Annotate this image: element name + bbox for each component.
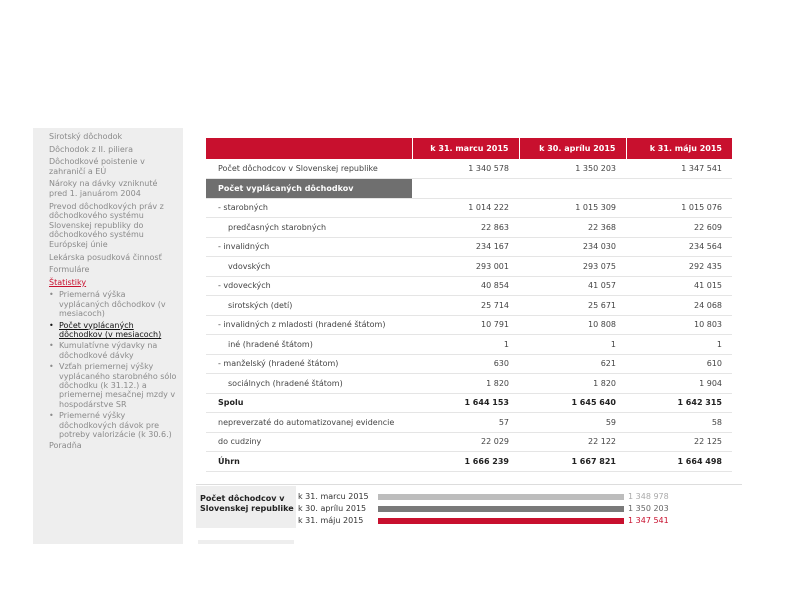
sidebar-item-prevod-prav[interactable]: Prevod dôchodkových práv z dôchodkového systému Slovenskej republiky do dôchodkového systému Európskej únie: [49, 201, 164, 249]
row-label: - invalidných z mladosti (hradené štátom): [206, 315, 412, 335]
sidebar-item-poradna[interactable]: Poradňa: [49, 441, 82, 451]
cell-value: 1 667 821: [519, 452, 626, 472]
cell-value: 1: [412, 335, 519, 355]
pensioner-count-comparison: [196, 484, 742, 530]
sidebar-subitem-priemerna-vyska[interactable]: [49, 290, 183, 318]
cell-value: 610: [626, 354, 732, 374]
cell-value: 57: [412, 413, 519, 433]
cell-value: 59: [519, 413, 626, 433]
table-row: [206, 374, 732, 394]
cell-value: 1: [626, 335, 732, 355]
cell-value: 1 015 309: [519, 198, 626, 218]
sidebar-submenu: [49, 290, 183, 439]
cell-value: 22 029: [412, 432, 519, 452]
row-label: Počet dôchodcov v Slovenskej republike: [206, 159, 412, 179]
cell-value: 1 350 203: [519, 159, 626, 179]
sidebar-item-sirotsky-dochodok[interactable]: Sirotský dôchodok: [49, 132, 123, 141]
table-section-header: [206, 179, 732, 199]
table-row: [206, 354, 732, 374]
comparison-bar-row: [296, 515, 742, 526]
comparison-title: Počet dôchodcov v Slovenskej republike: [196, 486, 296, 528]
row-label: - starobných: [206, 198, 412, 218]
row-label: vdovských: [206, 257, 412, 277]
cell-value: 621: [519, 354, 626, 374]
bar-value: 1 347 541: [628, 516, 669, 525]
cell-value: 1 015 076: [626, 198, 732, 218]
comparison-bar: [378, 518, 624, 524]
cell-value: 41 057: [519, 276, 626, 296]
column-header-maj: k 31. máju 2015: [626, 138, 732, 159]
table-row-subtotal: [206, 393, 732, 413]
table-row: [206, 335, 732, 355]
cell-value: 1 642 315: [626, 393, 732, 413]
cell-value: 234 167: [412, 237, 519, 257]
table-row-total-pensioners: [206, 159, 732, 179]
cell-value: 1: [519, 335, 626, 355]
comparison-bar-row: [296, 491, 742, 502]
cell-value: 22 609: [626, 218, 732, 238]
bullet-icon: •: [49, 320, 54, 330]
row-label: - manželský (hradené štátom): [206, 354, 412, 374]
cell-value: 292 435: [626, 257, 732, 277]
cell-value: 1 664 498: [626, 452, 732, 472]
cell-value: 1 645 640: [519, 393, 626, 413]
bar-label: k 31. máju 2015: [298, 516, 364, 525]
sidebar-item-dochodok-ii-pilier[interactable]: Dôchodok z II. piliera: [49, 144, 133, 154]
cell-value: 24 068: [626, 296, 732, 316]
cell-value: 1 820: [412, 374, 519, 394]
cell-value: 234 030: [519, 237, 626, 257]
cell-value: 1 644 153: [412, 393, 519, 413]
bullet-icon: •: [49, 411, 54, 421]
cell-value: 1 904: [626, 374, 732, 394]
table-row: [206, 315, 732, 335]
table-row: [206, 432, 732, 452]
bar-label: k 30. aprílu 2015: [298, 504, 367, 513]
cell-empty: [412, 179, 519, 199]
cell-value: 22 125: [626, 432, 732, 452]
cell-value: 293 075: [519, 257, 626, 277]
row-label: Úhrn: [206, 452, 412, 472]
table-row: [206, 296, 732, 316]
decorative-stub: [198, 540, 294, 544]
sidebar-item-lekarska-cinnost[interactable]: Lekárska posudková činnosť: [49, 252, 162, 262]
cell-value: 25 714: [412, 296, 519, 316]
bar-label: k 31. marcu 2015: [298, 492, 369, 501]
bar-value: 1 348 978: [628, 492, 669, 501]
table-row: [206, 257, 732, 277]
table-header-row: [206, 138, 732, 159]
cell-value: 1 340 578: [412, 159, 519, 179]
row-label: predčasných starobných: [206, 218, 412, 238]
cell-value: 25 671: [519, 296, 626, 316]
cell-value: 1 347 541: [626, 159, 732, 179]
cell-value: 22 863: [412, 218, 519, 238]
sidebar-item-zahranicie-eu[interactable]: Dôchodkové poistenie v zahraničí a EÚ: [49, 157, 145, 176]
cell-value: 234 564: [626, 237, 732, 257]
sidebar-item-statistiky[interactable]: Štatistiky: [49, 277, 87, 287]
table-header-blank: [206, 138, 412, 159]
sidebar-item-naroky-pred-2004[interactable]: Nároky na dávky vzniknuté pred 1. januárom 2004: [49, 179, 158, 198]
bar-value: 1 350 203: [628, 504, 669, 513]
sidebar-subitem-pocet-vyplacanych[interactable]: [49, 321, 183, 340]
divider: [196, 484, 742, 485]
cell-value: 1 014 222: [412, 198, 519, 218]
row-label: - invalidných: [206, 237, 412, 257]
cell-value: 1 666 239: [412, 452, 519, 472]
bullet-icon: •: [49, 290, 54, 300]
sidebar-subitem-label: Počet vyplácaných dôchodkov (v mesiacoch): [59, 320, 162, 339]
table-row: [206, 218, 732, 238]
table-row: [206, 198, 732, 218]
cell-empty: [519, 179, 626, 199]
table-row: [206, 237, 732, 257]
cell-value: 1 820: [519, 374, 626, 394]
cell-value: 22 368: [519, 218, 626, 238]
comparison-bar: [378, 494, 624, 500]
row-label: do cudziny: [206, 432, 412, 452]
cell-value: 41 015: [626, 276, 732, 296]
sidebar-subitem-label: Priemerné výšky dôchodkových dávok pre potreby valorizácie (k 30.6.): [59, 411, 172, 439]
cell-value: 22 122: [519, 432, 626, 452]
sidebar-subitem-label: Kumulatívne výdavky na dôchodkové dávky: [59, 341, 158, 360]
cell-value: 10 803: [626, 315, 732, 335]
cell-value: 630: [412, 354, 519, 374]
sidebar-subitem-valorizacia[interactable]: [49, 411, 183, 439]
column-header-april: k 30. aprílu 2015: [519, 138, 626, 159]
sidebar-subitem-label: Vzťah priemernej výšky vyplácaného starobného sólo dôchodku (k 31.12.) a priemernej mesačnej mzdy v hospodárstve SR: [59, 362, 177, 409]
cell-empty: [626, 179, 732, 199]
cell-value: 10 808: [519, 315, 626, 335]
bullet-icon: •: [49, 362, 54, 372]
row-label: sirotských (detí): [206, 296, 412, 316]
row-label: - vdoveckých: [206, 276, 412, 296]
cell-value: 40 854: [412, 276, 519, 296]
pension-count-table: [206, 138, 732, 472]
sidebar-item-formulare[interactable]: Formuláre: [49, 265, 90, 275]
cell-value: 293 001: [412, 257, 519, 277]
table-row: [206, 413, 732, 433]
sidebar-nav: [33, 128, 183, 544]
row-label: sociálnych (hradené štátom): [206, 374, 412, 394]
table-row-grand-total: [206, 452, 732, 472]
cell-value: 58: [626, 413, 732, 433]
table-row: [206, 276, 732, 296]
cell-value: 10 791: [412, 315, 519, 335]
section-label: Počet vyplácaných dôchodkov: [206, 179, 412, 199]
row-label: Spolu: [206, 393, 412, 413]
sidebar-subitem-vztah-vysky[interactable]: [49, 362, 183, 409]
column-header-marec: k 31. marcu 2015: [412, 138, 519, 159]
sidebar-subitem-kumulativne-vydavky[interactable]: [49, 341, 183, 360]
row-label: nepreverzaté do automatizovanej evidencie: [206, 413, 412, 433]
comparison-bar: [378, 506, 624, 512]
comparison-bar-row: [296, 503, 742, 514]
row-label: iné (hradené štátom): [206, 335, 412, 355]
sidebar-subitem-label: Priemerná výška vyplácaných dôchodkov (v mesiacoch): [59, 290, 166, 319]
bullet-icon: •: [49, 341, 54, 351]
